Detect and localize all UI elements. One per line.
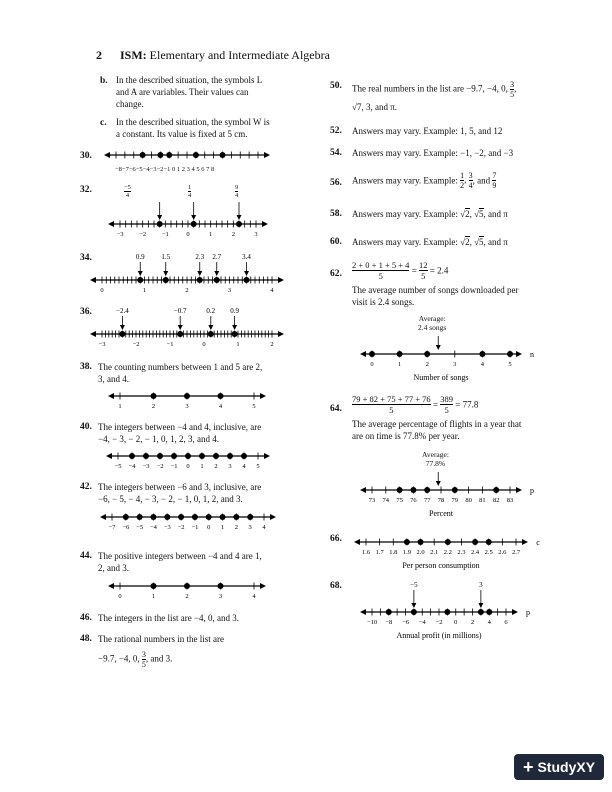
- point: [123, 514, 129, 520]
- problem-58-text: Answers may vary. Example: √2, √5, and π: [352, 209, 508, 219]
- point: [445, 539, 451, 545]
- point: [397, 487, 403, 493]
- tick-label: 0: [370, 361, 374, 368]
- point: [178, 514, 184, 520]
- tick-label: 2.5: [484, 549, 493, 556]
- problem-64-equation: $\frac{79 + 82 + 75 + 77 + 76}{5}$ = $\frac{389}{5}$ = 77.8: [352, 394, 479, 415]
- tick-label: 2: [214, 463, 218, 470]
- problem-32-label: 32.: [80, 185, 92, 195]
- problem-40-text: The integers between −4 and 4, inclusive, are −4, − 3, − 2, − 1, 0, 1, 2, 3, and 4.: [98, 422, 262, 444]
- average-percent-label: Average: 77.8%: [422, 450, 449, 468]
- tick-label: 2.6: [498, 549, 507, 556]
- tick-label: −2: [132, 341, 140, 348]
- tick-label: 81: [479, 497, 486, 504]
- tick-label: −3: [116, 231, 124, 238]
- point: [397, 351, 403, 357]
- problem-42-text: The integers between −6 and 3, inclusive, are −6, − 5, − 4, − 3, − 2, − 1, 0, 1, 2, and 3.: [98, 482, 262, 504]
- number-line-38: [98, 388, 278, 414]
- mark-1-4: 1 4: [188, 184, 192, 199]
- point: [119, 331, 125, 337]
- tick-label: 4: [270, 287, 274, 294]
- point-arrow-head: [436, 345, 441, 350]
- tick-label: 2: [470, 619, 475, 626]
- point: [208, 331, 214, 337]
- point: [369, 351, 375, 357]
- tick-label: −6: [122, 524, 130, 531]
- tick-label: 5: [252, 403, 256, 410]
- tick-label: 2: [185, 287, 189, 294]
- tick-label: 0: [202, 341, 206, 348]
- axis-arrow-left: [108, 221, 114, 227]
- axis-variable: p: [530, 486, 534, 495]
- number-line-66: [350, 528, 550, 578]
- problem-60-label: 60.: [330, 237, 342, 247]
- tick-label: 0: [186, 231, 190, 238]
- point: [233, 514, 239, 520]
- axis-arrow-right: [260, 583, 266, 589]
- point: [150, 514, 156, 520]
- number-line-40: [98, 448, 278, 474]
- tick-label: 2: [151, 403, 156, 410]
- point-arrow-head: [178, 325, 183, 330]
- problem-62-label: 62.: [330, 269, 342, 279]
- tick-label: 1: [236, 341, 240, 348]
- problem-62-equation: $\frac{2 + 0 + 1 + 5 + 4}{5}$ = $\frac{12}{5}$ = 2.4: [352, 260, 449, 281]
- tick-label: 2: [425, 361, 429, 368]
- point-arrow-head: [478, 603, 483, 608]
- problem-48-text: The rational numbers in the list are: [98, 634, 224, 644]
- tick-label: −2: [139, 231, 147, 238]
- point: [166, 152, 172, 158]
- tick-label: 0: [118, 593, 122, 600]
- point: [185, 453, 191, 459]
- point: [129, 453, 135, 459]
- tick-label: 76: [410, 497, 417, 504]
- axis-arrow-right: [512, 609, 518, 615]
- axis-arrow-left: [90, 331, 96, 337]
- studyxy-logo: + StudyXY: [514, 754, 604, 780]
- tick-label: 83: [506, 497, 514, 504]
- tick-label: 4: [218, 403, 223, 410]
- tick-label: 2.2: [443, 549, 452, 556]
- tick-label: −5: [136, 524, 144, 531]
- point: [171, 453, 177, 459]
- tick-label: 0: [454, 619, 458, 626]
- problem-50-text: The real numbers in the list are −9.7, −4, 0, $\frac{3}{5}$ ,: [352, 80, 517, 99]
- point-arrow-head: [214, 271, 219, 276]
- problem-66-label: 66.: [330, 534, 342, 544]
- point: [206, 514, 212, 520]
- number-line-44: [98, 578, 278, 604]
- tick-label: 1.9: [402, 549, 411, 556]
- tick-label: 1.6: [361, 549, 371, 556]
- point: [424, 351, 430, 357]
- axis-arrow-left: [108, 393, 114, 399]
- axis-arrow-left: [360, 487, 366, 493]
- number-line-64: [350, 470, 550, 520]
- book-title: Elementary and Intermediate Algebra: [146, 48, 330, 62]
- tick-label: 3: [228, 463, 232, 470]
- problem-54-text: Answers may vary. Example: −1, −2, and −3: [352, 148, 514, 158]
- number-line-68: [350, 578, 550, 648]
- axis-title: Annual profit (in millions): [396, 631, 482, 640]
- axis-arrow-right: [516, 351, 522, 357]
- tick-label: 2: [234, 524, 238, 531]
- point: [151, 583, 157, 589]
- point: [157, 221, 163, 227]
- tick-label: 3: [185, 403, 189, 410]
- tick-label: −1: [166, 341, 174, 348]
- axis-arrow-right: [522, 539, 528, 545]
- tick-label: 5: [256, 463, 260, 470]
- tick-label: 5: [508, 361, 512, 368]
- tick-label: −1: [161, 231, 169, 238]
- point: [177, 331, 183, 337]
- problem-50-label: 50.: [330, 81, 342, 91]
- problem-68-label: 68.: [330, 581, 342, 591]
- point-arrow-head: [232, 325, 237, 330]
- tick-label: 2.3: [457, 549, 466, 556]
- tick-label: −6: [402, 619, 409, 626]
- point: [472, 539, 478, 545]
- point-label: 1.5: [161, 253, 171, 261]
- axis-variable: c: [536, 538, 540, 547]
- axis-arrow-right: [516, 487, 522, 493]
- tick-label: 78: [437, 497, 445, 504]
- tick-label: −3: [142, 463, 150, 470]
- number-line-32: [98, 200, 278, 240]
- tick-label: 1.8: [389, 549, 398, 556]
- point-label: 3: [479, 581, 483, 589]
- axis-arrow-right: [270, 514, 276, 520]
- point: [244, 277, 250, 283]
- tick-label: 3: [227, 287, 232, 294]
- tick-label: −3: [98, 341, 106, 348]
- page-number: 2: [96, 48, 102, 62]
- problem-58-label: 58.: [330, 209, 342, 219]
- axis-arrow-right: [264, 453, 270, 459]
- point: [140, 152, 146, 158]
- point: [386, 609, 392, 615]
- point: [137, 277, 143, 283]
- point: [143, 453, 149, 459]
- item-c: c.: [100, 118, 107, 128]
- tick-label: 74: [382, 497, 390, 504]
- point-arrow-head: [197, 271, 202, 276]
- tick-label: 82: [492, 497, 500, 504]
- point-arrow-head: [436, 481, 441, 486]
- tick-label: −8: [385, 619, 393, 626]
- point: [193, 152, 199, 158]
- axis-arrow-right: [262, 221, 268, 227]
- point-label: −0.7: [173, 307, 187, 315]
- point: [192, 514, 198, 520]
- tick-label: −2: [177, 524, 185, 531]
- problem-36-label: 36.: [80, 307, 92, 317]
- tick-label: 77: [423, 497, 431, 504]
- point-label: 0.9: [230, 307, 239, 315]
- tick-label: −5: [114, 463, 122, 470]
- tick-label: −3: [163, 524, 171, 531]
- point: [247, 514, 253, 520]
- point: [410, 487, 416, 493]
- tick-label: 0: [186, 463, 190, 470]
- tick-label: 2.4: [471, 549, 480, 556]
- point: [507, 351, 513, 357]
- tick-label: −4: [418, 619, 426, 626]
- problem-64-label: 64.: [330, 404, 342, 414]
- point-label: 0.2: [206, 307, 216, 315]
- point: [199, 453, 205, 459]
- tick-label: 0: [207, 524, 211, 531]
- problem-56-text: Answers may vary. Example: $\frac{1}{2}$ , $\frac{3}{4}$ , and $\frac{7}{9}$: [352, 171, 497, 190]
- problem-52-label: 52.: [330, 126, 342, 136]
- point: [157, 152, 163, 158]
- axis-arrow-right: [264, 152, 270, 158]
- problem-40-label: 40.: [80, 422, 92, 432]
- point-arrow-head: [138, 271, 143, 276]
- point: [404, 539, 410, 545]
- axis-title: Number of songs: [413, 373, 469, 382]
- point: [411, 609, 417, 615]
- tick-label: −1: [170, 463, 178, 470]
- problem-38-text: The counting numbers between 1 and 5 are 2, 3, and 4.: [98, 362, 263, 384]
- axis-arrow-left: [108, 583, 114, 589]
- average-songs-label: Average: 2.4 songs: [418, 314, 447, 332]
- tick-label: −4: [149, 524, 157, 531]
- item-b: b.: [100, 76, 108, 86]
- point-arrow-head: [120, 325, 125, 330]
- point-arrow-head: [208, 325, 213, 330]
- axis-arrow-left: [106, 453, 112, 459]
- axis-arrow-right: [260, 393, 266, 399]
- axis-arrow-left: [354, 539, 360, 545]
- point-label: 2.7: [212, 253, 222, 261]
- problem-60-text: Answers may vary. Example: √2, √5, and π: [352, 237, 508, 247]
- point: [241, 453, 247, 459]
- tick-label: 3: [248, 524, 252, 531]
- tick-label: 1: [397, 361, 402, 368]
- axis-variable: p: [526, 608, 530, 617]
- axis-arrow-left: [100, 514, 106, 520]
- point: [191, 221, 197, 227]
- problem-48-text-2: −9.7, −4, 0, $\frac{3}{5}$ , and 3.: [98, 650, 173, 669]
- point: [486, 609, 492, 615]
- problem-34-label: 34.: [80, 253, 92, 263]
- point-arrow-head: [191, 215, 196, 220]
- tick-label: −4: [128, 463, 136, 470]
- point: [157, 453, 163, 459]
- point-arrow-head: [411, 603, 416, 608]
- problem-44-label: 44.: [80, 551, 92, 561]
- problem-42-label: 42.: [80, 482, 92, 492]
- point: [486, 539, 492, 545]
- point: [418, 539, 424, 545]
- item-b-text: In the described situation, the symbols L and A are variables. Their values can change.: [116, 75, 263, 109]
- point: [218, 583, 224, 589]
- point-label: 2.3: [195, 253, 205, 261]
- axis-title: Percent: [429, 509, 453, 518]
- axis-arrow-left: [104, 152, 110, 158]
- tick-label: 1: [200, 463, 204, 470]
- tick-label: 3: [254, 231, 258, 238]
- problem-56-label: 56.: [330, 178, 342, 188]
- point-arrow-head: [244, 271, 249, 276]
- tick-label: 4: [262, 524, 266, 531]
- tick-label: 75: [396, 497, 403, 504]
- tick-label: 1.7: [375, 549, 384, 556]
- tick-label: 2.0: [416, 549, 425, 556]
- point-label: −2.4: [116, 307, 129, 315]
- tick-label: −7: [108, 524, 116, 531]
- number-line-34: [94, 250, 284, 298]
- axis-title: Per person consumption: [402, 561, 480, 570]
- tick-label: 1: [209, 231, 213, 238]
- point: [220, 152, 226, 158]
- point: [452, 487, 458, 493]
- point: [493, 487, 499, 493]
- tick-label: 6: [504, 619, 508, 626]
- number-line-30: [98, 148, 278, 162]
- tick-label: 2: [185, 593, 189, 600]
- book-title-bold: ISM:: [120, 48, 147, 62]
- point-label: 3.4: [242, 253, 251, 261]
- point: [197, 277, 203, 283]
- point: [163, 277, 169, 283]
- tick-label: 4: [480, 361, 485, 368]
- point: [479, 351, 485, 357]
- problem-54-label: 54.: [330, 148, 342, 158]
- tick-label: 0: [100, 287, 104, 294]
- tick-label: 2.7: [511, 549, 521, 556]
- point-label: 0.9: [135, 253, 145, 261]
- problem-30-label: 30.: [80, 151, 92, 161]
- axis-arrow-right: [278, 277, 284, 283]
- tick-label: 1: [118, 403, 122, 410]
- tick-label: −1: [191, 524, 199, 531]
- problem-62-text: The average number of songs downloaded per visit is 2.4 songs.: [352, 285, 519, 307]
- axis-arrow-left: [90, 277, 96, 283]
- tick-label: 2: [231, 231, 235, 238]
- point: [218, 393, 224, 399]
- point: [220, 514, 226, 520]
- number-line-42: [98, 509, 278, 535]
- problem-48-label: 48.: [80, 634, 92, 644]
- tick-label: 3: [218, 593, 223, 600]
- axis-variable: n: [530, 350, 534, 359]
- axis-arrow-left: [360, 351, 366, 357]
- point: [444, 609, 450, 615]
- tick-label: 2: [270, 341, 274, 348]
- point: [164, 514, 170, 520]
- tick-label: 4: [487, 619, 491, 626]
- mark-9-4: 9 4: [235, 184, 239, 199]
- tick-label: 1: [142, 287, 147, 294]
- page-header: [96, 46, 330, 64]
- tick-label: 79: [451, 497, 459, 504]
- tick-label: 4: [252, 593, 256, 600]
- problem-44-text: The positive integers between −4 and 4 are 1, 2, and 3.: [98, 551, 262, 573]
- axis-arrow-left: [360, 609, 366, 615]
- problem-38-label: 38.: [80, 362, 92, 372]
- point: [478, 609, 484, 615]
- tick-label: 3: [453, 361, 457, 368]
- number-line-62: [350, 334, 550, 384]
- tick-label: 73: [368, 497, 376, 504]
- tick-label: 1: [220, 524, 225, 531]
- problem-52-text: Answers may vary. Example: 1, 5, and 12: [352, 126, 503, 136]
- problem-46-text: The integers in the list are −4, 0, and 3.: [98, 613, 240, 623]
- tick-label: −2: [156, 463, 164, 470]
- point: [213, 453, 219, 459]
- mark-neg-5-4: −5 4: [124, 184, 131, 199]
- tick-label: −10: [366, 619, 378, 626]
- tick-label: 80: [465, 497, 472, 504]
- point: [424, 487, 430, 493]
- point: [236, 221, 242, 227]
- point: [214, 277, 220, 283]
- problem-46-label: 46.: [80, 613, 92, 623]
- problem-50-text-2: √7, 3, and π.: [352, 102, 397, 112]
- item-c-text: In the described situation, the symbol W is a constant. Its value is fixed at 5 cm.: [116, 117, 270, 139]
- point-arrow-head: [237, 215, 242, 220]
- point-arrow-head: [157, 215, 162, 220]
- number-line-30-ticks: −8−7−6−5−4−3−2−1 0 1 2 3 4 5 6 7 8: [115, 166, 215, 173]
- point: [232, 331, 238, 337]
- tick-label: 2.1: [430, 549, 439, 556]
- point: [184, 393, 190, 399]
- point: [184, 583, 190, 589]
- number-line-36: [94, 304, 284, 352]
- axis-arrow-right: [278, 331, 284, 337]
- point: [151, 393, 157, 399]
- point-arrow-head: [163, 271, 168, 276]
- point: [227, 453, 233, 459]
- tick-label: 1: [151, 593, 156, 600]
- point: [137, 514, 143, 520]
- tick-label: −2: [435, 619, 443, 626]
- problem-64-text: The average percentage of flights in a year that are on time is 77.8% per year.: [352, 419, 522, 441]
- point-label: −5: [410, 581, 418, 589]
- tick-label: 4: [242, 463, 246, 470]
